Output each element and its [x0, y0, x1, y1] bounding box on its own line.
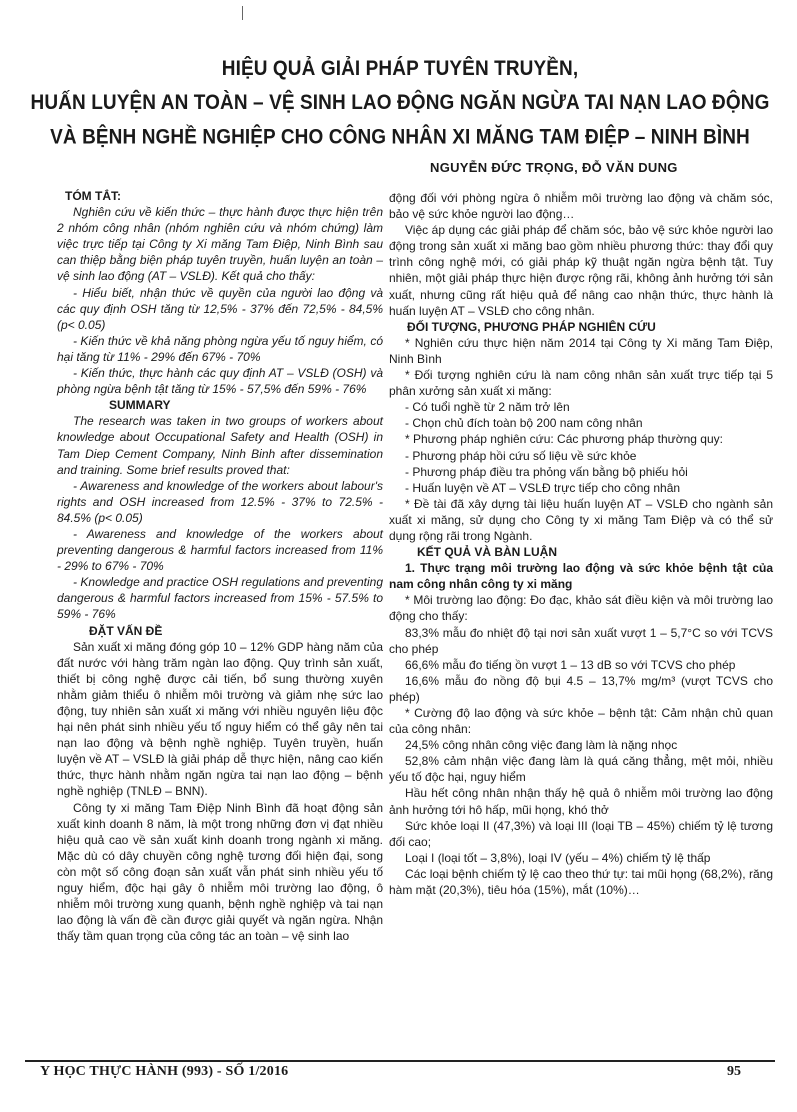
- title-line-2: HUẤN LUYỆN AN TOÀN – VỆ SINH LAO ĐỘNG NGĂN NGỪA TAI NẠN LAO ĐỘNG: [30, 91, 770, 115]
- results-subheading: 1. Thực trạng môi trường lao động và sức khỏe bệnh tật của nam công nhân công ty xi măng: [389, 561, 773, 592]
- summary-heading: SUMMARY: [109, 398, 171, 413]
- abstract-vn-bullet: - Kiến thức về khả năng phòng ngừa yếu tố nguy hiểm, có hại tăng từ 11% - 29% đến 67% - 70%: [57, 333, 383, 364]
- methods-subitem: - Phương pháp hồi cứu số liệu về sức khỏe: [405, 448, 637, 463]
- article-title: [30, 52, 770, 154]
- introduction-paragraph: Công ty xi măng Tam Điệp Ninh Bình đã hoạt động sản xuất kinh doanh 8 năm, là một trong những đơn vị đạt nhiều hiệu quả cao về sản xuất kinh doanh trong ngành xi măng. Mặc dù có dây chuyền công nghệ tương đối hiện đại, song còn một số công đoạn sản xuất vẫn phát sinh nhiều yếu tố nguy hiểm, độc hại gây ô nhiễm môi trường lao động, ô nhiễm môi trường xung quanh, bệnh nghề nghiệp và tai nạn lao động là vấn đề cần được giải quyết và ngăn ngừa. Nhận thấy tầm quan trọng của công tác an toàn – vệ sinh lao: [57, 800, 383, 944]
- methods-item: * Phương pháp nghiên cứu: Các phương pháp thường quy:: [405, 432, 723, 447]
- methods-subitem: - Phương pháp điều tra phỏng vấn bằng bộ phiếu hỏi: [405, 464, 688, 479]
- results-item: * Môi trường lao động: Đo đạc, khảo sát điều kiện và môi trường lao động cho thấy:: [389, 593, 773, 624]
- results-item: 83,3% mẫu đo nhiệt độ tại nơi sản xuất vượt 1 – 5,7°C so với TCVS cho phép: [389, 625, 773, 656]
- results-item: Hầu hết công nhân nhận thấy hệ quả ô nhiễm môi trường lao động ảnh hưởng tới hô hấp, mũi họng, khó thở: [389, 786, 773, 817]
- methods-item: * Nghiên cứu thực hiện năm 2014 tại Công ty Xi măng Tam Điệp, Ninh Bình: [389, 335, 773, 366]
- article-authors: NGUYỄN ĐỨC TRỌNG, ĐỖ VĂN DUNG: [430, 160, 678, 175]
- body-paragraph: động đối với phòng ngừa ô nhiễm môi trường lao động và chăm sóc, bảo vệ sức khỏe người lao động…: [389, 191, 773, 222]
- results-item: 16,6% mẫu đo nồng độ bụi 4.5 – 13,7% mg/m³ (vượt TCVS cho phép): [389, 673, 773, 704]
- summary-bullet: - Knowledge and practice OSH regulations and preventing dangerous & harmful factors increased from 15% - 57.5% to 59% - 76%: [57, 575, 383, 622]
- results-item: Loại I (loại tốt – 3,8%), loại IV (yếu – 4%) chiếm tỷ lệ thấp: [405, 850, 711, 865]
- journal-footer: Y HỌC THỰC HÀNH (993) - SỐ 1/2016: [40, 1064, 289, 1079]
- methods-subitem: - Chọn chủ đích toàn bộ 200 nam công nhân: [405, 416, 643, 431]
- methods-heading: ĐỐI TƯỢNG, PHƯƠNG PHÁP NGHIÊN CỨU: [407, 319, 656, 334]
- results-item: 24,5% công nhân công việc đang làm là nặng nhọc: [405, 738, 678, 753]
- results-item: 66,6% mẫu đo tiếng ồn vượt 1 – 13 dB so với TCVS cho phép: [405, 657, 736, 672]
- title-line-1: HIỆU QUẢ GIẢI PHÁP TUYÊN TRUYỀN,: [221, 57, 579, 81]
- results-heading: KẾT QUẢ VÀ BÀN LUẬN: [417, 545, 557, 560]
- abstract-vn-heading: TÓM TẮT:: [65, 189, 121, 203]
- introduction-heading: ĐẶT VẤN ĐỀ: [89, 623, 163, 638]
- results-item: Các loại bệnh chiếm tỷ lệ cao theo thứ tự: tai mũi họng (68,2%), răng hàm mặt (20,3%), tiêu hóa (15%), mắt (10%)…: [389, 866, 773, 898]
- methods-subitem: - Có tuổi nghề từ 2 năm trở lên: [405, 400, 570, 415]
- footer-rule: [25, 1060, 775, 1062]
- results-item: Sức khỏe loại II (47,3%) và loại III (loại TB – 45%) chiếm tỷ lệ tương đối cao;: [389, 818, 773, 849]
- body-paragraph: Việc áp dụng các giải pháp để chăm sóc, bảo vệ sức khỏe người lao động trong sản xuất xi măng bao gồm nhiều phương thức: thay đổi quy trình công nghệ mới, có giải pháp kỹ thuật ngăn ngừa bệnh tật. Tuy nhiên, một giải pháp thực hiện được rộng rãi, không ảnh hưởng tới sản xuất, nhưng cũng rất hiệu quả để nâng cao nhận thức, thực hành là huấn luyện AT – VSLĐ cho công nhân.: [389, 223, 773, 318]
- results-item: 52,8% cảm nhận việc đang làm là quá căng thẳng, mệt mỏi, nhiều yếu tố độc hại, nguy hiểm: [389, 754, 773, 785]
- scan-mark: [242, 6, 243, 20]
- title-line-3: VÀ BỆNH NGHỀ NGHIỆP CHO CÔNG NHÂN XI MĂNG TAM ĐIỆP – NINH BÌNH: [50, 125, 750, 149]
- abstract-vn-bullet: - Kiến thức, thực hành các quy định AT – VSLĐ (OSH) và phòng ngừa bệnh tật tăng từ 15% - 57,5% đến 59% - 76%: [57, 366, 383, 397]
- methods-subitem: - Huấn luyện về AT – VSLĐ trực tiếp cho công nhân: [405, 480, 681, 495]
- introduction-paragraph: Sản xuất xi măng đóng góp 10 – 12% GDP hàng năm của đất nước với hàng trăm ngàn lao động. Quy trình sản xuất, thiết bị công nghệ được cải tiến, bổ sung thường xuyên nhằm giảm thiểu ô nhiễm môi trường và giảm nhẹ sức lao động, tuy nhiên sản xuất xi măng với nhiều nguyên liệu độc hại nên phát sinh nhiều yếu tố nguy hiểm có thể gây nên tai nạn lao động và bệnh nghề nghiệp. Tuyên truyền, huấn luyện về AT – VSLĐ là giải pháp dễ thực hiện, nâng cao kiến thức, thực hành nhằm ngăn ngừa tai nạn lao động – bệnh nghề nghiệp (TNLĐ – BNN).: [57, 639, 383, 799]
- summary-text: The research was taken in two groups of workers about knowledge about Occupational Safety and Health (OSH) in Tam Diep Cement Company, Ninh Binh after dissemination and training. Some brief results proved that:: [57, 414, 383, 477]
- page-number: 95: [727, 1064, 741, 1079]
- abstract-vn-text: Nghiên cứu về kiến thức – thực hành được thực hiện trên 2 nhóm công nhân (nhóm nghiên cứu và nhóm chứng) làm việc trực tiếp tại Công ty Xi măng Tam Điệp, Ninh Bình sau can thiệp bằng biện pháp tuyên truyền, huấn luyện an toàn – vệ sinh lao động (AT – VSLĐ). Kết quả cho thấy:: [57, 205, 383, 284]
- left-column: [57, 188, 383, 944]
- summary-bullet: - Awareness and knowledge of the workers about labour's rights and OSH increased from 12.5% - 37% to 72.5% - 84.5% (p< 0.05): [57, 478, 383, 525]
- abstract-vn-bullet: - Hiểu biết, nhận thức về quyền của người lao động và các quy định OSH tăng từ 12,5% - 37% đến 72,5% - 84,5% (p< 0.05): [57, 285, 383, 332]
- summary-bullet: - Awareness and knowledge of the workers about preventing dangerous & harmful factors increased from 11% - 29% to 67% - 70%: [57, 526, 383, 574]
- methods-item: * Đối tượng nghiên cứu là nam công nhân sản xuất trực tiếp tại 5 phân xưởng sản xuất xi măng:: [389, 368, 773, 399]
- results-item: * Cường độ lao động và sức khỏe – bệnh tật: Cảm nhận chủ quan của công nhân:: [389, 706, 773, 737]
- right-column: [389, 190, 773, 898]
- methods-item: * Đề tài đã xây dựng tài liệu huấn luyện AT – VSLĐ cho ngành sản xuất xi măng, sử dụng cho Công ty xi măng Tam Điệp và có thể sử dụng rộng rãi trong Ngành.: [389, 496, 773, 543]
